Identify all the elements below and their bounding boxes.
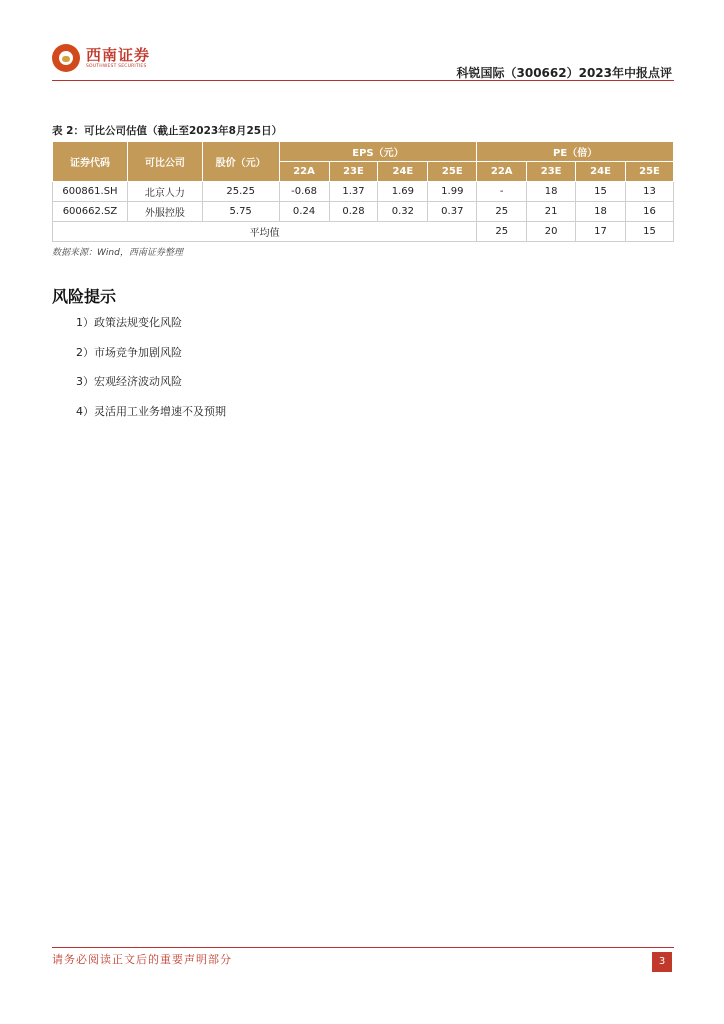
cell-eps: 1.99 [428,182,477,202]
header-divider [52,80,674,81]
header-pe-year: 23E [527,162,576,182]
cell-code: 600861.SH [53,182,128,202]
header-eps-year: 24E [378,162,428,182]
cell-pe: 16 [625,202,673,222]
header-eps-year: 23E [329,162,378,182]
page-header [52,40,672,82]
cell-eps: 0.37 [428,202,477,222]
average-row [53,222,674,242]
risk-item: 4）灵活用工业务增速不及预期 [76,404,226,418]
cell-average-label: 平均值 [53,222,477,242]
page-number: 3 [652,952,672,972]
cell-pe-average: 17 [576,222,626,242]
logo-cn: 西南证券 [86,46,151,64]
report-title: 科锐国际（300662）2023年中报点评 [456,66,672,80]
header-price: 股价（元） [202,142,279,182]
cell-eps: 1.37 [329,182,378,202]
cell-pe-average: 15 [625,222,673,242]
cell-eps: -0.68 [279,182,329,202]
cell-pe: 25 [477,202,527,222]
cell-pe: 21 [527,202,576,222]
valuation-table [52,141,674,242]
cell-eps: 0.24 [279,202,329,222]
header-eps-year: 22A [279,162,329,182]
data-source: 数据来源：Wind，西南证券整理 [52,248,183,258]
cell-code: 600662.SZ [53,202,128,222]
risk-list [76,314,226,432]
cell-pe: 18 [576,202,626,222]
header-pe: PE（倍） [477,142,674,162]
header-pe-year: 24E [576,162,626,182]
section-title-risk: 风险提示 [52,287,117,306]
risk-item: 2）市场竞争加剧风险 [76,345,182,359]
cell-pe-average: 25 [477,222,527,242]
header-code: 证券代码 [53,142,128,182]
table-caption: 表 2：可比公司估值（截止至2023年8月25日） [52,125,283,137]
header-pe-year: 22A [477,162,527,182]
footer-disclaimer: 请务必阅读正文后的重要声明部分 [52,953,232,966]
logo-icon [52,44,80,72]
logo-text [86,47,150,69]
cell-eps: 0.32 [378,202,428,222]
risk-item: 1）政策法规变化风险 [76,316,182,329]
cell-pe: 18 [527,182,576,202]
cell-pe-average: 20 [527,222,576,242]
company-logo [52,44,150,72]
cell-price: 25.25 [202,182,279,202]
header-eps-year: 25E [428,162,477,182]
cell-pe: 13 [625,182,673,202]
cell-pe: 15 [576,182,626,202]
table-row [53,182,674,202]
cell-eps: 0.28 [329,202,378,222]
header-pe-year: 25E [625,162,673,182]
header-eps: EPS（元） [279,142,477,162]
table-row [53,202,674,222]
cell-company: 北京人力 [127,182,202,202]
cell-pe: - [477,182,527,202]
logo-en: SOUTHWEST SECURITIES [86,64,147,69]
footer-divider [52,947,674,948]
risk-item: 3）宏观经济波动风险 [76,375,182,388]
cell-company: 外服控股 [127,202,202,222]
cell-price: 5.75 [202,202,279,222]
header-company: 可比公司 [127,142,202,182]
cell-eps: 1.69 [378,182,428,202]
